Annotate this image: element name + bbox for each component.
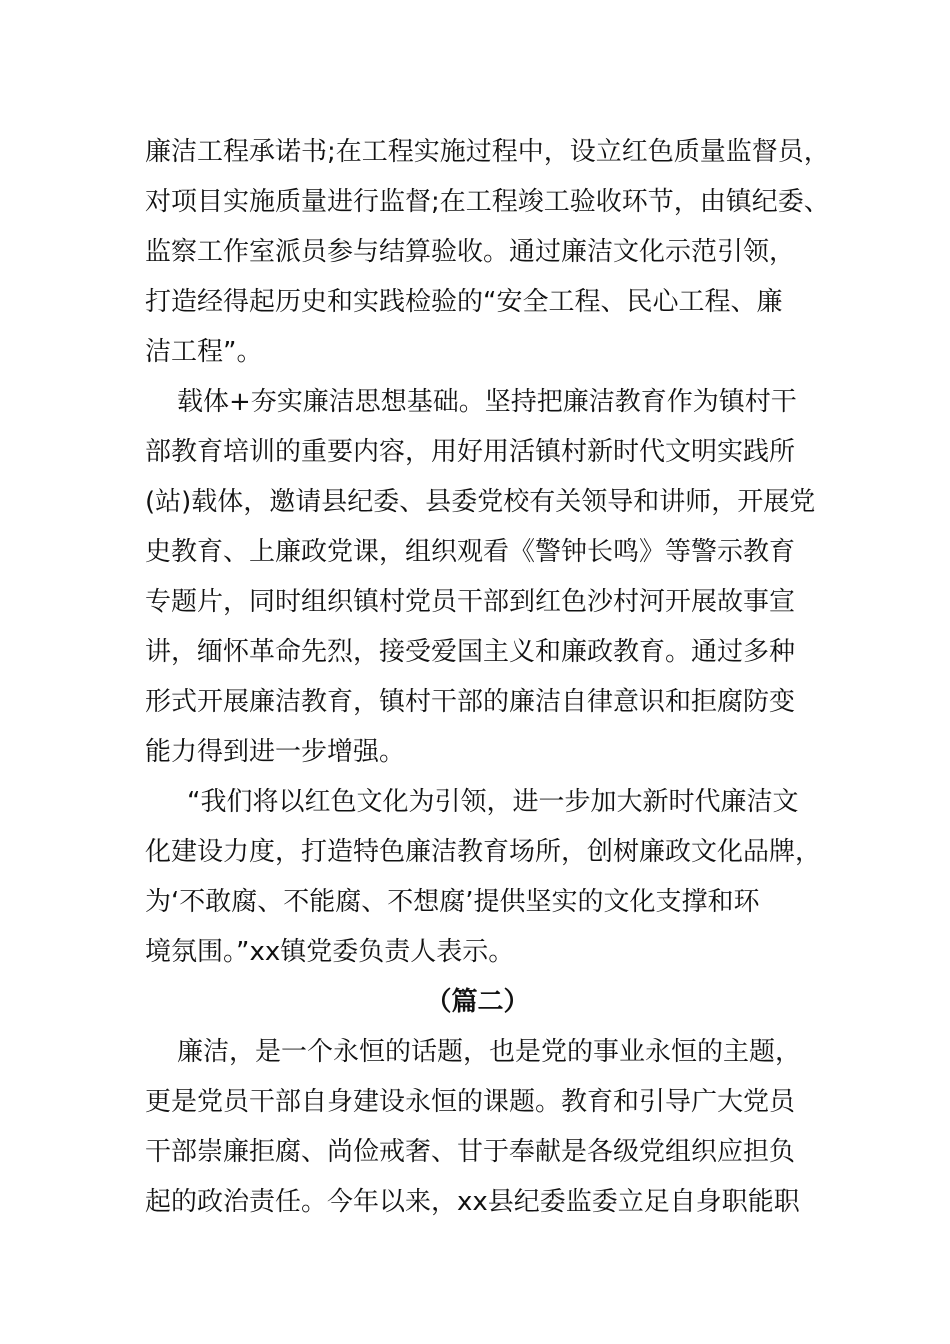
text-line: 讲，缅怀革命先烈，接受爱国主义和廉政教育。通过多种: [145, 637, 796, 667]
text-line: 廉洁工程承诺书;在工程实施过程中，设立红色质量监督员，: [145, 137, 830, 167]
text-line: (站)载体，邀请县纪委、县委党校有关领导和讲师，开展党: [145, 487, 816, 517]
text-line: 专题片，同时组织镇村党员干部到红色沙村河开展故事宣: [145, 587, 796, 617]
text-line: 洁工程”。: [145, 337, 263, 367]
paragraph-first-line: 载体+夯实廉洁思想基础。坚持把廉洁教育作为镇村干: [177, 387, 797, 417]
text-line: 境氛围。”xx镇党委负责人表示。: [145, 937, 515, 967]
text-line: 对项目实施质量进行监督;在工程竣工验收环节，由镇纪委、: [145, 187, 830, 217]
text-line: 起的政治责任。今年以来，xx县纪委监委立足自身职能职: [145, 1187, 800, 1217]
text-line: 为‘不敢腐、不能腐、不想腐’提供坚实的文化支撑和环: [145, 887, 760, 917]
paragraph-first-line: “我们将以红色文化为引领，进一步加大新时代廉洁文: [187, 787, 799, 817]
text-line: 部教育培训的重要内容，用好用活镇村新时代文明实践所: [145, 437, 796, 467]
text-line: 更是党员干部自身建设永恒的课题。教育和引导广大党员: [145, 1087, 796, 1117]
text-line: 监察工作室派员参与结算验收。通过廉洁文化示范引领，: [145, 237, 796, 267]
document-body: [145, 127, 830, 1227]
text-line: 能力得到进一步增强。: [145, 737, 406, 767]
section-heading: （篇二）: [425, 987, 530, 1017]
text-line: 打造经得起历史和实践检验的“安全工程、民心工程、廉: [145, 287, 783, 317]
text-line: 化建设力度，打造特色廉洁教育场所，创树廉政文化品牌，: [145, 837, 822, 867]
text-line: 干部崇廉拒腐、尚俭戒奢、甘于奉献是各级党组织应担负: [145, 1137, 796, 1167]
text-line: 史教育、上廉政党课，组织观看《警钟长鸣》等警示教育: [145, 537, 796, 567]
text-line: 形式开展廉洁教育，镇村干部的廉洁自律意识和拒腐防变: [145, 687, 796, 717]
paragraph-first-line: 廉洁，是一个永恒的话题，也是党的事业永恒的主题，: [177, 1037, 802, 1067]
